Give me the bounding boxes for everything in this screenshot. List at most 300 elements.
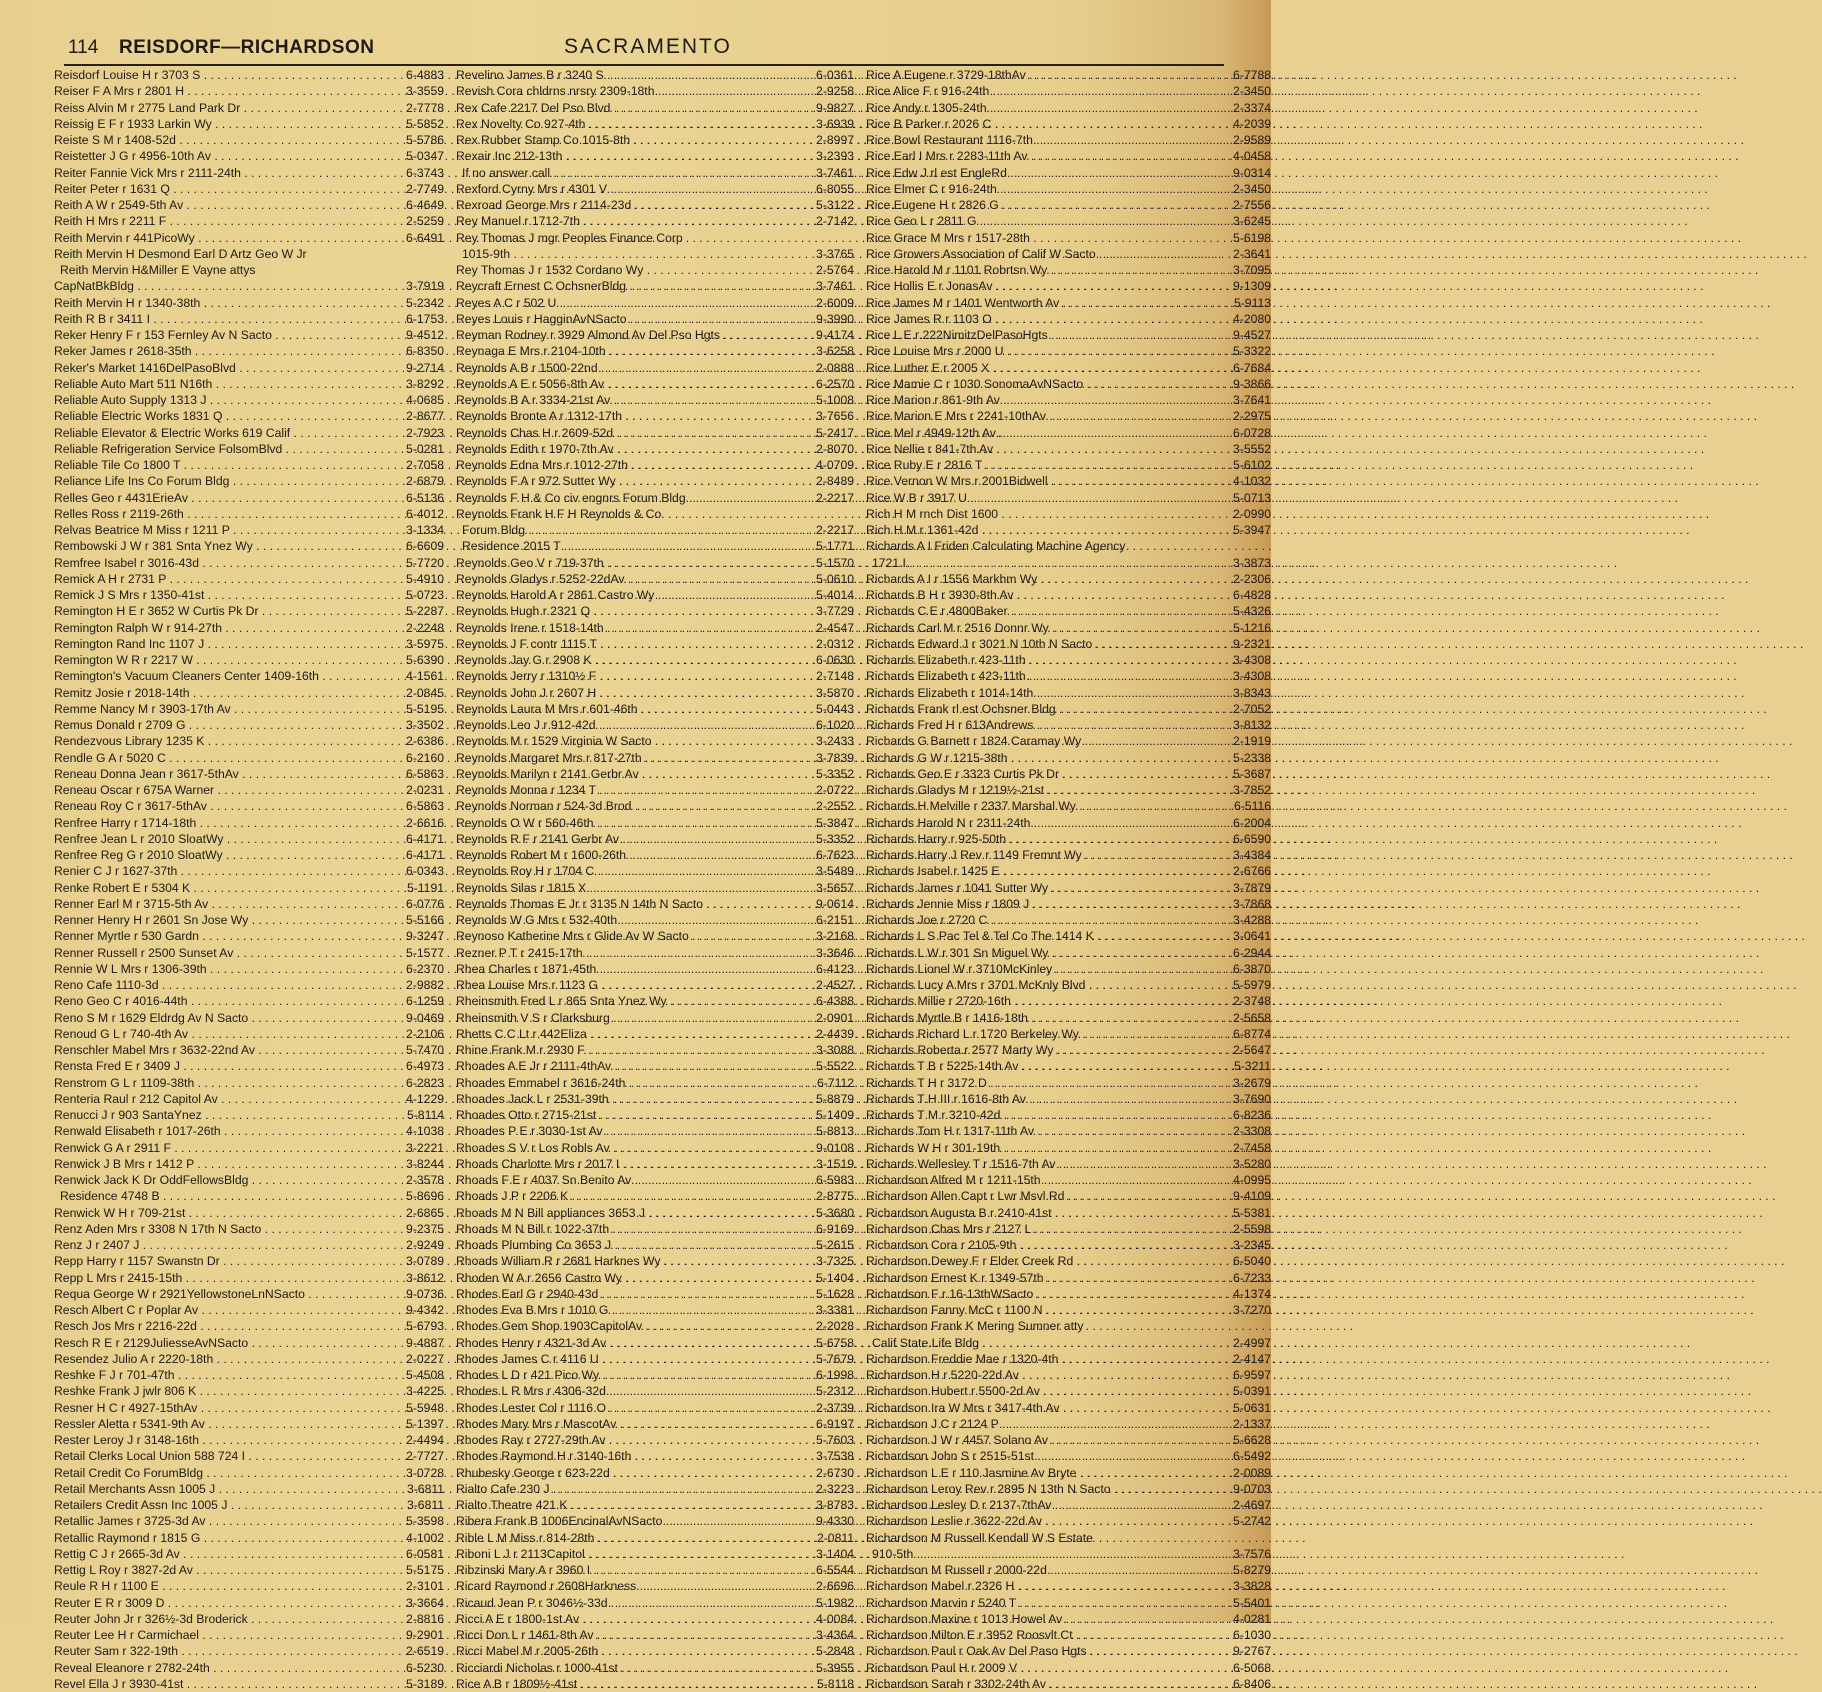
listing-phone: 2-2106 xyxy=(406,1026,444,1041)
listing-entry xyxy=(54,262,444,278)
listing-entry xyxy=(866,1546,1271,1562)
listing-phone: 4-1002 xyxy=(406,1530,444,1545)
listing-name: Remme Nancy M r 3903-17th Av . . . xyxy=(54,701,380,717)
listing-entry xyxy=(54,1627,444,1643)
listing-name: Reynolds Roy H r 1704 C . . . xyxy=(456,863,790,879)
listing-entry xyxy=(866,425,1271,441)
listing-name: Rice Geo L r 2811 G . . . xyxy=(866,213,1207,229)
listing-entry xyxy=(54,1335,444,1351)
listing-phone: 6-2823 xyxy=(406,1075,444,1090)
listing-name: Remick A H r 2731 P . . . xyxy=(54,571,380,587)
listing-phone: 2-3450 xyxy=(1233,84,1271,99)
listing-entry xyxy=(866,165,1271,181)
listing-name: Riboni L J r 2113Capitol . . . xyxy=(456,1546,790,1562)
listing-name: Ribzinski Mary A r 3960 I . . . xyxy=(456,1562,790,1578)
listing-entry xyxy=(866,1123,1271,1139)
listing-name: Reissig E F r 1933 Larkin Wy . . . xyxy=(54,116,380,132)
listing-phone: 6-4649 xyxy=(406,198,444,212)
listing-name: Reynolds Edna Mrs r 1012-27th . . . xyxy=(456,457,790,473)
listing-phone: 2-5764 xyxy=(816,263,854,277)
listing-phone: 6-7112 xyxy=(816,1075,854,1090)
listing-phone: 6-7623 xyxy=(816,848,854,862)
listing-entry xyxy=(54,1091,444,1107)
listing-phone: 3-3664 xyxy=(406,1595,444,1610)
listing-entry xyxy=(866,278,1271,294)
listing-entry xyxy=(54,1351,444,1367)
listing-entry xyxy=(456,1042,854,1058)
listing-phone: 2-0990 xyxy=(1233,506,1271,521)
listing-entry xyxy=(54,815,444,831)
listing-phone: 5-6102 xyxy=(1233,458,1271,472)
listing-name: Ricci Mabel M r 2005-26th . . . xyxy=(456,1643,790,1659)
listing-name: Ribera Frank B 1006EncinalAvNSacto . . . xyxy=(456,1513,790,1529)
listing-name: Rhoades Emmabel r 3616-24th . . . xyxy=(456,1075,790,1091)
listing-name: Rice Grace M Mrs r 1517-28th . . . xyxy=(866,230,1207,246)
listing-entry xyxy=(54,668,444,684)
listing-phone: 2-6766 xyxy=(1233,864,1271,879)
listing-name: Richardson J W r 4457 Solano Av . . . xyxy=(866,1432,1207,1448)
listing-entry xyxy=(456,327,854,343)
listing-name: Richardson Ira W Mrs r 3417-4th Av . . . xyxy=(866,1400,1207,1416)
listing-entry xyxy=(54,571,444,587)
listing-phone: 2-7727 xyxy=(406,1449,444,1464)
listing-phone: 9-4174 xyxy=(816,328,854,342)
listing-entry xyxy=(54,733,444,749)
listing-name: Richardson F r 16-13thWSacto . . . xyxy=(866,1286,1207,1302)
listing-entry xyxy=(54,327,444,343)
listing-entry xyxy=(54,636,444,652)
listing-phone: 3-2345 xyxy=(1233,1238,1271,1252)
listing-entry xyxy=(54,376,444,392)
listing-phone: 9-4527 xyxy=(1233,328,1271,342)
listing-entry xyxy=(866,1627,1271,1643)
listing-name: Renucci J r 903 SantaYnez . . . xyxy=(54,1107,380,1123)
listing-name: Reuter Lee H r Carmichael . . . xyxy=(54,1627,380,1643)
listing-name: Richardson Marvin r 5240 T . . . xyxy=(866,1595,1207,1611)
listing-name: Reliable Electric Works 1831 Q . . . xyxy=(54,408,380,424)
listing-phone: 4-0281 xyxy=(1233,1611,1271,1626)
listing-entry xyxy=(54,831,444,847)
listing-phone: 9-0108 xyxy=(816,1140,854,1155)
listing-entry xyxy=(866,1481,1271,1497)
listing-name: Ricard Raymond r 2608Harkness . . . xyxy=(456,1578,790,1594)
listing-entry xyxy=(866,1383,1271,1399)
listing-entry xyxy=(456,733,854,749)
listing-phone: 2-3739 xyxy=(816,1400,854,1415)
listing-phone: 2-0901 xyxy=(816,1010,854,1025)
listing-phone: 4-1561 xyxy=(406,669,444,684)
column-2 xyxy=(456,67,854,1691)
listing-phone: 2-7052 xyxy=(1233,701,1271,716)
listing-entry xyxy=(456,977,854,993)
listing-name: Richards H Melville r 2337 Marshal Wy . . . xyxy=(866,798,1207,814)
listing-name: Rennie W L Mrs r 1306-39th . . . xyxy=(54,961,380,977)
listing-name: Reule R H r 1100 E . . . xyxy=(54,1578,380,1594)
listing-entry xyxy=(866,408,1271,424)
listing-phone: 5-3598 xyxy=(406,1514,444,1529)
listing-name: Richardson Mabel r 2326 H . . . xyxy=(866,1578,1207,1594)
listing-name: Retallic James r 3725-3d Av . . . xyxy=(54,1513,380,1529)
listing-phone: 3-4384 xyxy=(1233,848,1271,862)
listing-name: Rice Luther E r 2005 X . . . xyxy=(866,360,1207,376)
listing-name: Rice Eugene H r 2826 G . . . xyxy=(866,197,1207,213)
listing-phone: 5-0610 xyxy=(816,571,854,586)
listing-entry xyxy=(54,295,444,311)
listing-entry xyxy=(54,1530,444,1546)
listing-phone: 2-6865 xyxy=(406,1205,444,1220)
listing-phone: 2-9258 xyxy=(816,84,854,99)
listing-phone: 6-5040 xyxy=(1233,1254,1271,1269)
listing-phone: 2-3578 xyxy=(406,1173,444,1187)
listing-entry xyxy=(456,571,854,587)
listing-entry xyxy=(54,1302,444,1318)
listing-entry xyxy=(866,863,1271,879)
listing-entry xyxy=(866,327,1271,343)
listing-entry xyxy=(54,116,444,132)
listing-phone: 6-4012 xyxy=(406,506,444,521)
listing-entry xyxy=(54,392,444,408)
listing-entry xyxy=(456,1318,854,1334)
listing-phone: 2-8816 xyxy=(406,1611,444,1626)
listing-entry xyxy=(54,1123,444,1139)
listing-phone: 2-8775 xyxy=(816,1189,854,1204)
listing-name: Rice Growers Association of Calif W Sacto . . . xyxy=(866,246,1207,262)
listing-entry xyxy=(54,717,444,733)
listing-name: Richards T H r 3172 D . . . xyxy=(866,1075,1207,1091)
listing-phone: 6-4883 xyxy=(406,68,444,82)
listing-name: Repp Harry r 1157 Swanstn Dr . . . xyxy=(54,1253,380,1269)
listing-name: If no answer call . . . xyxy=(456,165,790,181)
listing-entry xyxy=(456,100,854,116)
listing-phone: 2-8070 xyxy=(816,441,854,456)
listing-name: Rice Hollis E r JonasAv . . . xyxy=(866,278,1207,294)
listing-entry xyxy=(54,1010,444,1026)
listing-entry xyxy=(456,1400,854,1416)
listing-entry xyxy=(54,1578,444,1594)
listing-name: Richards Lucy A Mrs r 3701 McKnly Blvd . . . xyxy=(866,977,1207,993)
listing-name: 1015-9th . . . xyxy=(456,246,790,262)
listing-entry xyxy=(866,116,1271,132)
listing-name: Richards Joe r 2720 C . . . xyxy=(866,912,1207,928)
listing-phone: 9-9827 xyxy=(816,100,854,115)
listing-entry xyxy=(866,1221,1271,1237)
listing-phone: 5-2615 xyxy=(816,1238,854,1252)
listing-entry xyxy=(456,1253,854,1269)
listing-name: Renwald Elisabeth r 1017-26th . . . xyxy=(54,1123,380,1139)
listing-name: Richards T B r 5225-14th Av . . . xyxy=(866,1058,1207,1074)
listing-entry xyxy=(456,1270,854,1286)
listing-name: Rhea Louise Mrs r 1123 G . . . xyxy=(456,977,790,993)
listing-phone: 6-4171 xyxy=(406,848,444,862)
listing-name: Renke Robert E r 5304 K . . . xyxy=(54,880,380,896)
listing-entry xyxy=(456,993,854,1009)
listing-phone: 2-6696 xyxy=(816,1579,854,1594)
listing-entry xyxy=(54,1562,444,1578)
listing-phone: 5-7603 xyxy=(816,1433,854,1447)
listing-phone: 5-2338 xyxy=(1233,750,1271,765)
listing-name: Rey Thomas J mgr Peoples Finance Corp xyxy=(456,230,683,245)
listing-phone: 3-8783 xyxy=(816,1498,854,1512)
listing-name: Reynolds Silas r 1815 X . . . xyxy=(456,880,790,896)
listing-name: Ricaud Jean P r 3046½-33d . . . xyxy=(456,1595,790,1611)
listing-entry xyxy=(456,945,854,961)
listing-entry xyxy=(54,197,444,213)
listing-phone: 9-4512 xyxy=(406,328,444,342)
listing-name: Rey Thomas J r 1532 Cordano Wy . . . xyxy=(456,262,790,278)
listing-phone: 6-0581 xyxy=(406,1546,444,1561)
listing-entry xyxy=(54,246,444,262)
listing-entry xyxy=(456,636,854,652)
listing-name: Renz Aden Mrs r 3308 N 17th N Sacto . . . xyxy=(54,1221,380,1237)
listing-name: Rhoden W A r 2656 Castro Wy . . . xyxy=(456,1270,790,1286)
listing-phone: 5-2848 xyxy=(816,1644,854,1659)
listing-phone: 2-3223 xyxy=(816,1481,854,1496)
listing-phone: 9-4887 xyxy=(406,1335,444,1350)
listing-name: Rich H M rnch Dist 1600 . . . xyxy=(866,506,1207,522)
listing-entry xyxy=(456,1643,854,1659)
listing-entry xyxy=(866,636,1271,652)
listing-name: Rice James M r 1401 Wentworth Av . . . xyxy=(866,295,1207,311)
listing-name: Richards Lionel W r 3710McKinley . . . xyxy=(866,961,1207,977)
listing-entry xyxy=(54,945,444,961)
listing-name: Resner H C r 4927-15thAv . . . xyxy=(54,1400,380,1416)
listing-phone: 6-3743 xyxy=(406,165,444,180)
listing-entry xyxy=(54,1075,444,1091)
listing-entry xyxy=(54,701,444,717)
listing-entry xyxy=(456,1578,854,1594)
listing-phone: 6-0361 xyxy=(816,68,854,82)
listing-name: Rhodes L R Mrs r 4306-32d . . . xyxy=(456,1383,790,1399)
listing-entry xyxy=(866,555,1271,571)
listing-name: Reliable Refrigeration Service FolsomBlvd . . . xyxy=(54,441,380,457)
listing-phone: 5-3322 xyxy=(1233,344,1271,359)
listing-entry xyxy=(54,538,444,554)
listing-entry xyxy=(456,1611,854,1627)
listing-phone: 2-2552 xyxy=(816,799,854,814)
listing-name: Richardson Hubert r 5500-2d Av . . . xyxy=(866,1383,1207,1399)
listing-phone: 6-5492 xyxy=(1233,1449,1271,1464)
listing-phone: 5-0631 xyxy=(1233,1400,1271,1415)
listing-entry xyxy=(866,782,1271,798)
listing-entry xyxy=(456,798,854,814)
listing-name: Richards T M r 3210-42d . . . xyxy=(866,1107,1207,1123)
listing-entry xyxy=(456,1448,854,1464)
listing-name: Rhoades S V r Los Robls Av . . . xyxy=(456,1140,790,1156)
listing-phone: 5-1628 xyxy=(816,1286,854,1301)
listing-name: Richards Harry r 925-50th . . . xyxy=(866,831,1207,847)
listing-name: Richards L W r 301 Sn Miguel Wy . . . xyxy=(866,945,1207,961)
listing-name: Reisdorf Louise H r 3703 S . . . xyxy=(54,67,380,83)
listing-entry xyxy=(866,1253,1271,1269)
listing-name: Richardson Dewey F r Elder Creek Rd . . . xyxy=(866,1253,1207,1269)
listing-phone: 3-3381 xyxy=(816,1303,854,1317)
listing-phone: 3-7538 xyxy=(816,1449,854,1464)
listing-name: Richards T H III r 1616-8th Av . . . xyxy=(866,1091,1207,1107)
listing-entry xyxy=(456,1091,854,1107)
listing-name: Reith Mervin r 441PicoWy . . . xyxy=(54,230,380,246)
listing-name: Reynolds Norman r 524-3d Brod . . . xyxy=(456,798,790,814)
listing-name: Rice Alice F r 916-24th . . . xyxy=(866,83,1207,99)
listing-name: Reynolds J F contr 1115 T . . . xyxy=(456,636,790,652)
listing-entry xyxy=(866,880,1271,896)
listing-name: Rheinsmith V S r Clarksburg . . . xyxy=(456,1010,790,1026)
listing-entry xyxy=(866,668,1271,684)
listing-entry xyxy=(456,685,854,701)
listing-entry xyxy=(54,587,444,603)
listing-entry xyxy=(866,100,1271,116)
listing-name: Reynolds W G Mrs r 532-40th . . . xyxy=(456,912,790,928)
listing-entry xyxy=(54,977,444,993)
listing-entry xyxy=(866,1513,1271,1529)
listing-phone: 2-3101 xyxy=(406,1579,444,1594)
listing-name: Rice A Eugene r 3729-18thAv . . . xyxy=(866,67,1207,83)
listing-phone: 6-0728 xyxy=(1233,425,1271,440)
listing-name: 910-5th . . . xyxy=(866,1546,1207,1562)
listing-name: Richards Elizabeth r 423-11th . . . xyxy=(866,668,1207,684)
listing-name: Rhodes Mary Mrs r MascotAv . . . xyxy=(456,1416,790,1432)
listing-name: Richardson Maxine r 1013 Howel Av . . . xyxy=(866,1611,1207,1627)
listing-entry xyxy=(866,343,1271,359)
listing-phone: 3-7461 xyxy=(816,165,854,180)
listing-name: Retail Credit Co ForumBldg . . . xyxy=(54,1465,380,1481)
listing-name: Calif State Life Bldg . . . xyxy=(866,1335,1207,1351)
listing-entry xyxy=(866,213,1271,229)
listing-phone: 5-5522 xyxy=(816,1059,854,1074)
listing-entry xyxy=(54,457,444,473)
listing-name: Reiter Fannie Vick Mrs r 2111-24th . . . xyxy=(54,165,380,181)
listing-name: Rhodes Eva B Mrs r 1010 G . . . xyxy=(456,1302,790,1318)
listing-entry xyxy=(866,1188,1271,1204)
listing-name: Rhoads Charlotte Mrs r 2017 I . . . xyxy=(456,1156,790,1172)
listing-name: Renwick J B Mrs r 1412 P . . . xyxy=(54,1156,380,1172)
listing-name: Rhodes Lester Col r 1116 O . . . xyxy=(456,1400,790,1416)
listing-entry xyxy=(54,1546,444,1562)
listing-entry xyxy=(456,408,854,424)
listing-entry xyxy=(456,1627,854,1643)
listing-phone: 5-6198 xyxy=(1233,230,1271,245)
listing-name: Reker James r 2618-35th . . . xyxy=(54,343,380,359)
listing-phone: 2-7148 xyxy=(816,669,854,684)
listing-name: Reneau Donna Jean r 3617-5thAv . . . xyxy=(54,766,380,782)
listing-name: Revel Ella J r 3930-41st . . . xyxy=(54,1676,380,1692)
listing-entry xyxy=(54,1497,444,1513)
listing-entry xyxy=(54,425,444,441)
listing-name: Richards B H r 3930-8th Av . . . xyxy=(866,587,1207,603)
listing-entry xyxy=(54,961,444,977)
listing-name: Richards Millie r 2720-16th . . . xyxy=(866,993,1207,1009)
listing-phone: 5-5948 xyxy=(406,1400,444,1415)
listing-phone: 3-4288 xyxy=(1233,913,1271,927)
listing-name: Resch Albert C r Poplar Av . . . xyxy=(54,1302,380,1318)
listing-name: Rich H M r 1361-42d . . . xyxy=(866,522,1207,538)
listing-name: Renfree Harry r 1714-18th . . . xyxy=(54,815,380,831)
listing-entry xyxy=(866,685,1271,701)
listing-name: Rialto Cafe 230 J . . . xyxy=(456,1481,790,1497)
listing-entry xyxy=(54,1400,444,1416)
listing-name: Rhodes Earl G r 2940-43d . . . xyxy=(456,1286,790,1302)
listing-name: Rezner P T r 2415-17th . . . xyxy=(456,945,790,961)
listing-name: Reynolds John J r 2607 H . . . xyxy=(456,685,790,701)
listing-phone: 5-1404 xyxy=(816,1270,854,1285)
listing-phone: 6-5116 xyxy=(1233,799,1271,814)
listing-name: Reshke F J r 701-47th . . . xyxy=(54,1367,380,1383)
listing-phone: 3-6258 xyxy=(816,344,854,359)
listing-phone: 3-7919 xyxy=(406,279,444,294)
listing-entry xyxy=(866,181,1271,197)
listing-phone: 6-7233 xyxy=(1233,1270,1271,1285)
listing-phone: 5-0713 xyxy=(1233,490,1271,505)
listing-name: Reno S M r 1629 Eldrdg Av N Sacto . . . xyxy=(54,1010,380,1026)
listing-entry xyxy=(866,1237,1271,1253)
listing-entry xyxy=(866,132,1271,148)
listing-entry xyxy=(866,441,1271,457)
listing-phone: 2-4997 xyxy=(1233,1335,1271,1350)
listing-name: Richards G W r 1215-38th . . . xyxy=(866,750,1207,766)
listing-phone: 3-3828 xyxy=(1233,1579,1271,1594)
listing-entry xyxy=(866,1367,1271,1383)
listing-entry xyxy=(456,165,854,181)
listing-entry xyxy=(54,67,444,83)
listing-phone: 3-2679 xyxy=(1233,1075,1271,1090)
listing-phone: 5-6793 xyxy=(406,1319,444,1334)
listing-phone: 3-2433 xyxy=(816,734,854,749)
listing-name: Retallic Raymond r 1815 G . . . xyxy=(54,1530,380,1546)
listing-phone: 5-1216 xyxy=(1233,620,1271,635)
listing-name: Remfree Isabel r 3016-43d . . . xyxy=(54,555,380,571)
listing-name: Reyman Rodney r 3929 Almond Av Del Pso Hgts . . . xyxy=(456,327,790,343)
listing-phone: 5-1982 xyxy=(816,1595,854,1610)
listing-name: Richardson Cora r 2105-9th . . . xyxy=(866,1237,1207,1253)
listing-phone: 5-1577 xyxy=(406,945,444,960)
listing-entry xyxy=(866,522,1271,538)
listing-entry xyxy=(456,1513,854,1529)
listing-name: Ricci A E r 1800-1st Av . . . xyxy=(456,1611,790,1627)
listing-name: Richardson Paul H r 2009 V . . . xyxy=(866,1660,1207,1676)
listing-phone: 9-2375 xyxy=(406,1221,444,1236)
listing-name: Renwick G A r 2911 F . . . xyxy=(54,1140,380,1156)
listing-name: Reliable Auto Supply 1313 J . . . xyxy=(54,392,380,408)
listing-name: Richardson Sarah r 3302-24th Av . . . xyxy=(866,1676,1207,1692)
listing-entry xyxy=(54,1643,444,1659)
listing-phone: 5-0723 xyxy=(406,588,444,602)
listing-name: 1721 I . . . xyxy=(866,555,1207,571)
listing-phone: 4-2039 xyxy=(1233,116,1271,131)
listing-name: Richardson Allen Capt r Lwr Msvl Rd . . . xyxy=(866,1188,1207,1204)
listing-phone: 6-9169 xyxy=(816,1221,854,1236)
listing-phone: 2-8677 xyxy=(406,409,444,424)
listing-entry xyxy=(54,1172,444,1188)
listing-phone: 4-0995 xyxy=(1233,1173,1271,1187)
listing-phone: 2-2028 xyxy=(816,1319,854,1334)
listing-name: Repp L Mrs r 2415-15th . . . xyxy=(54,1270,380,1286)
listing-name: Reveal Eleanore r 2782-24th . . . xyxy=(54,1660,380,1676)
listing-name: Richardson Lesley D r 2137-7thAv . . . xyxy=(866,1497,1207,1513)
listing-phone: 2-2306 xyxy=(1233,571,1271,586)
listing-name: Richards Myrtle B r 1416-18th . . . xyxy=(866,1010,1207,1026)
listing-phone: 9-0469 xyxy=(406,1010,444,1025)
listing-name: Rembowski J W r 381 Snta Ynez Wy . . . xyxy=(54,538,380,554)
listing-phone: 5-5786 xyxy=(406,133,444,147)
listing-entry xyxy=(54,311,444,327)
listing-entry xyxy=(866,1562,1271,1578)
listing-entry xyxy=(866,148,1271,164)
listing-name: CapNatBkBldg . . . xyxy=(54,278,380,294)
listing-entry xyxy=(866,701,1271,717)
listing-entry xyxy=(456,1562,854,1578)
listing-name: Rice Earl I Mrs r 2283-11th Av . . . xyxy=(866,148,1207,164)
listing-entry xyxy=(456,360,854,376)
listing-phone: 3-8343 xyxy=(1233,685,1271,700)
